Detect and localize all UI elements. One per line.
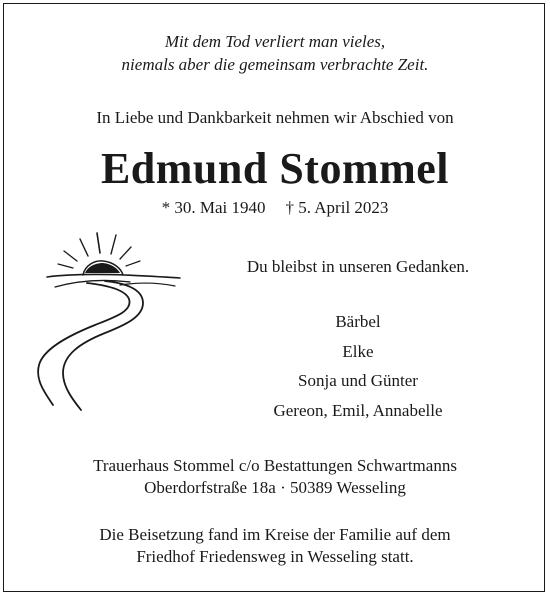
mourners-list [168, 307, 548, 425]
mourner-name: Bärbel [335, 312, 381, 331]
sunset-path-illustration-icon [25, 225, 185, 420]
mourner-name: Elke [342, 341, 374, 361]
burial-notice [0, 524, 550, 568]
mourning-house-address [0, 455, 550, 499]
motto-text: Du bleibst in unseren Gedanken. [246, 257, 470, 276]
burial-line-1: Die Beisetzung fand im Kreise der Familie auf dem [99, 525, 451, 544]
birth-date: * 30. Mai 1940 [161, 198, 266, 217]
burial-line-2: Friedhof Friedensweg in Wesseling statt. [136, 547, 414, 566]
address-line-1: Trauerhaus Stommel c/o Bestattungen Schwartmanns [93, 456, 457, 475]
life-dates [0, 197, 550, 219]
quote-line-2: niemals aber die gemeinsam verbrachte Zeit. [121, 55, 429, 74]
death-date: † 5. April 2023 [285, 198, 389, 217]
intro-text: In Liebe und Dankbarkeit nehmen wir Abschied von [96, 108, 454, 127]
address-line-2: Oberdorfstraße 18a · 50389 Wesseling [144, 478, 406, 497]
deceased-name: Edmund Stommel [100, 144, 450, 193]
quote-line-1: Mit dem Tod verliert man vieles, [164, 32, 386, 51]
mourner-name: Sonja und Günter [298, 371, 418, 390]
mourner-name: Gereon, Emil, Annabelle [273, 400, 443, 420]
memorial-quote [0, 30, 550, 76]
